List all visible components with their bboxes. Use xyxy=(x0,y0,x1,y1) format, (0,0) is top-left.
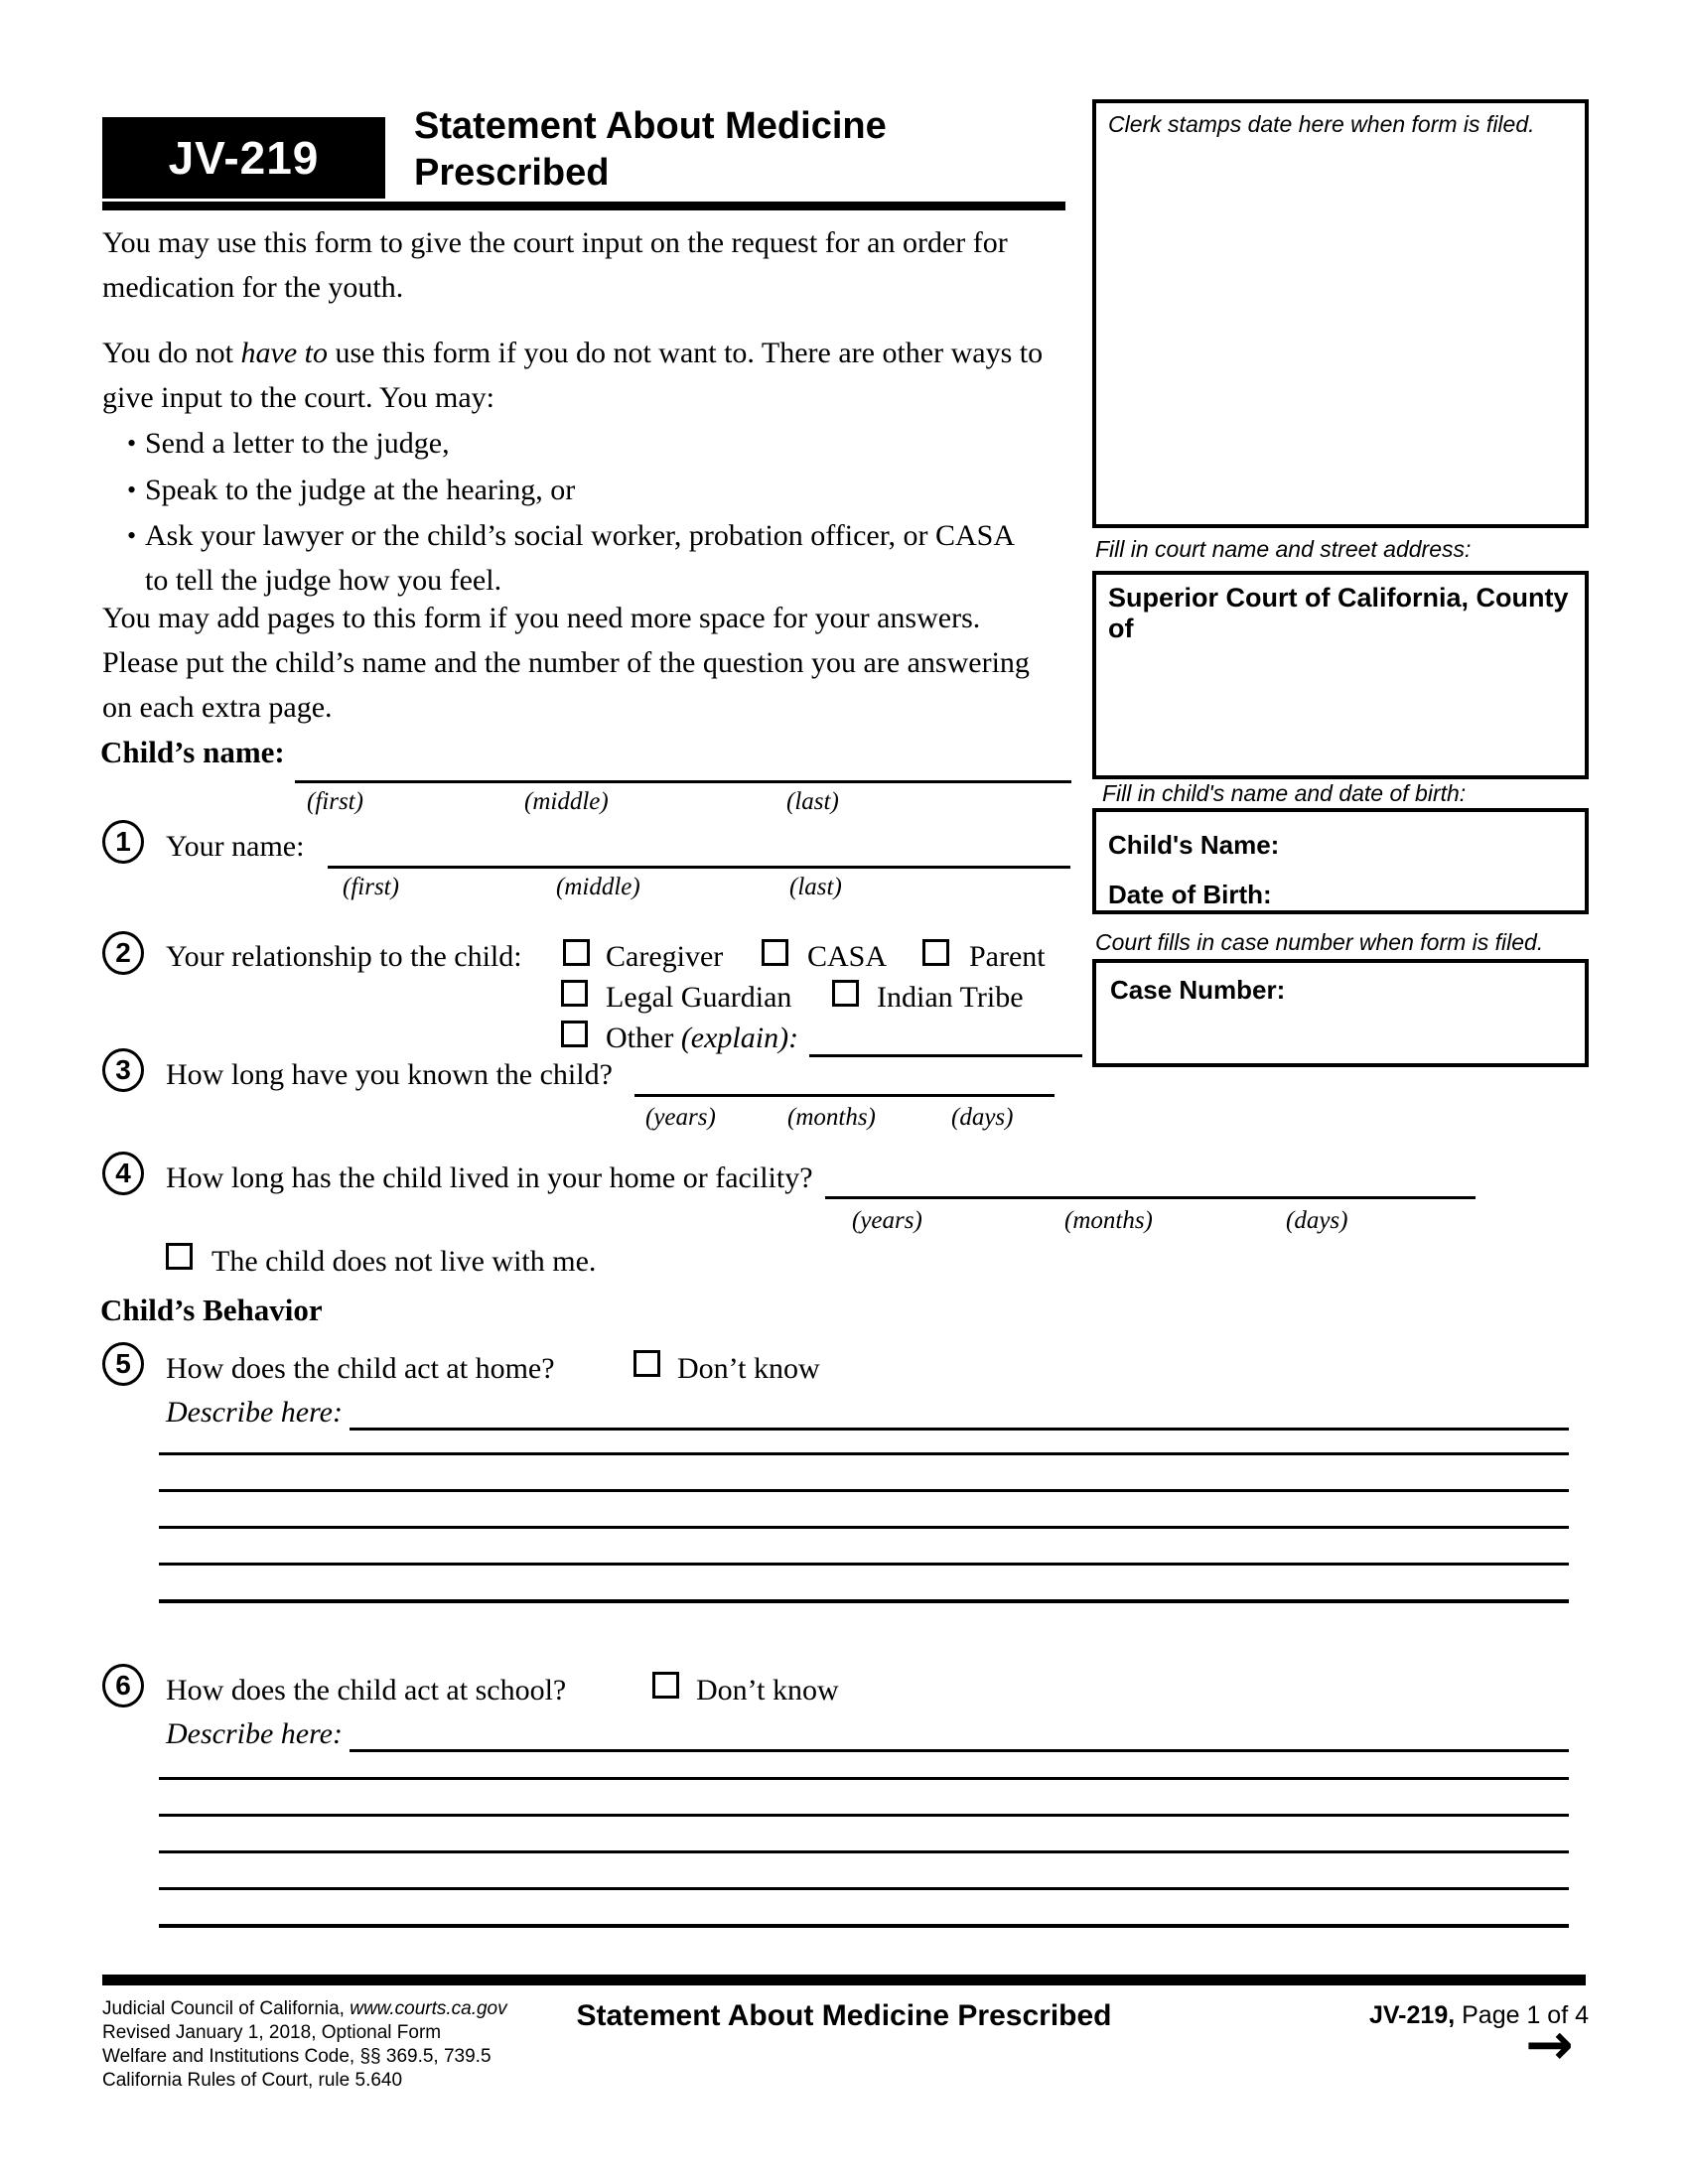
footer-credit-line3: Welfare and Institutions Code, §§ 369.5, 739.5 xyxy=(102,2046,492,2067)
form-number-badge xyxy=(102,117,385,199)
q5-describe-line-1[interactable] xyxy=(350,1428,1569,1431)
child-name-middle-hint: (middle) xyxy=(524,788,609,815)
q5-describe-line-6[interactable] xyxy=(159,1599,1569,1603)
question-6-number xyxy=(102,1664,144,1707)
court-name-label: Superior Court of California, County of xyxy=(1108,583,1569,643)
bullet-item-2 xyxy=(102,468,1046,512)
caregiver-checkbox[interactable] xyxy=(563,939,590,966)
indian-tribe-label: Indian Tribe xyxy=(877,981,1024,1014)
question-1-label: Your name: xyxy=(166,830,305,863)
question-2-digit: 2 xyxy=(115,937,131,968)
court-address-hint: Fill in court name and street address: xyxy=(1095,536,1472,562)
parent-label: Parent xyxy=(969,940,1046,973)
q3-years-hint: (years) xyxy=(645,1104,716,1131)
bullet-icon: • xyxy=(127,521,137,550)
q6-describe-line-4[interactable] xyxy=(159,1850,1569,1853)
not-live-with-me-label: The child does not live with me. xyxy=(211,1245,597,1278)
question-1-digit: 1 xyxy=(115,826,131,857)
intro-paragraph-1: You may use this form to give the court input on the request for an order for medication for the youth. xyxy=(102,226,1008,304)
q5-describe-line-3[interactable] xyxy=(159,1489,1569,1492)
case-number-hint: Court fills in case number when form is filed. xyxy=(1095,929,1544,955)
question-5-digit: 5 xyxy=(115,1348,131,1379)
your-name-input-line[interactable] xyxy=(328,866,1070,869)
q5-describe-line-4[interactable] xyxy=(159,1526,1569,1529)
footer-page-number: Page 1 of 4 xyxy=(1455,2001,1589,2029)
form-title-line2: Prescribed xyxy=(414,152,610,194)
q1-middle-hint: (middle) xyxy=(556,874,640,900)
legal-guardian-label: Legal Guardian xyxy=(606,981,792,1014)
question-2-number xyxy=(102,931,144,975)
question-6-digit: 6 xyxy=(115,1670,131,1701)
question-3-number xyxy=(102,1048,144,1092)
not-live-with-me-checkbox[interactable] xyxy=(166,1243,193,1270)
q5-dont-know-checkbox[interactable] xyxy=(633,1350,660,1377)
intro-paragraph-3: You may add pages to this form if you need more space for your answers. Please put the child’s name and the number of the question you are answering on each extra page. xyxy=(102,602,1030,724)
child-dob-hint: Fill in child's name and date of birth: xyxy=(1102,780,1467,806)
child-name-dob-box[interactable] xyxy=(1092,808,1589,914)
q6-describe-line-1[interactable] xyxy=(350,1749,1569,1752)
child-name-input-line[interactable] xyxy=(295,780,1071,783)
bullet-icon: • xyxy=(127,476,137,504)
box-child-name-label: Child's Name: xyxy=(1108,830,1280,860)
question-1-number xyxy=(102,820,144,864)
footer-form-title: Statement About Medicine Prescribed xyxy=(576,1999,1112,2032)
footer-url-text: www.courts.ca.gov xyxy=(350,1998,507,2019)
question-5-label: How does the child act at home? xyxy=(166,1352,555,1385)
form-title-line1: Statement About Medicine xyxy=(414,105,887,147)
question-3-label: How long have you known the child? xyxy=(166,1058,613,1091)
box-dob-label: Date of Birth: xyxy=(1108,880,1272,909)
indian-tribe-checkbox[interactable] xyxy=(832,980,859,1007)
footer-rule xyxy=(102,1975,1586,1985)
q6-describe-line-3[interactable] xyxy=(159,1814,1569,1817)
q5-dont-know-label: Don’t know xyxy=(677,1352,820,1385)
casa-label: CASA xyxy=(807,940,888,973)
q6-describe-line-6[interactable] xyxy=(159,1924,1569,1928)
clerk-stamp-box[interactable] xyxy=(1092,99,1589,528)
bullet-icon: • xyxy=(127,429,137,458)
question-3-digit: 3 xyxy=(115,1054,131,1085)
parent-checkbox[interactable] xyxy=(922,939,949,966)
question-5-number xyxy=(102,1342,144,1386)
q6-describe-line-2[interactable] xyxy=(159,1777,1569,1780)
other-explain-input-line[interactable] xyxy=(809,1054,1082,1057)
q4-years-hint: (years) xyxy=(852,1207,922,1234)
q3-duration-input-line[interactable] xyxy=(634,1094,1055,1097)
caregiver-label: Caregiver xyxy=(606,940,724,973)
footer-form-number: JV-219, xyxy=(1368,2001,1456,2029)
bullet-item-3 xyxy=(102,513,1055,603)
child-name-last-hint: (last) xyxy=(786,788,839,815)
header-rule xyxy=(102,202,1065,210)
bullet-text-2: Speak to the judge at the hearing, or xyxy=(145,474,576,506)
question-4-label: How long has the child lived in your home or facility? xyxy=(166,1161,813,1194)
next-page-arrow-icon: → xyxy=(1525,2010,1574,2078)
q4-months-hint: (months) xyxy=(1064,1207,1153,1234)
other-label xyxy=(606,1016,798,1060)
case-number-label: Case Number: xyxy=(1110,975,1286,1005)
q5-describe-line-2[interactable] xyxy=(159,1452,1569,1455)
q6-dont-know-label: Don’t know xyxy=(696,1674,839,1706)
footer-credit-line4: California Rules of Court, rule 5.640 xyxy=(102,2070,403,2091)
q1-last-hint: (last) xyxy=(789,874,842,900)
q4-days-hint: (days) xyxy=(1286,1207,1348,1234)
question-4-number xyxy=(102,1152,144,1195)
bullet-item-1 xyxy=(102,421,1046,466)
footer-council-text: Judicial Council of California, xyxy=(102,1998,351,2019)
q5-describe-label: Describe here: xyxy=(166,1396,343,1429)
behavior-section-heading: Child’s Behavior xyxy=(100,1293,323,1327)
other-label-text: Other xyxy=(606,1022,681,1054)
other-explain-text: (explain): xyxy=(680,1022,799,1054)
other-checkbox[interactable] xyxy=(561,1021,588,1047)
question-4-digit: 4 xyxy=(115,1158,131,1188)
q3-months-hint: (months) xyxy=(787,1104,876,1131)
q1-first-hint: (first) xyxy=(343,874,399,900)
intro-paragraph-2 xyxy=(102,331,1085,420)
q6-describe-line-5[interactable] xyxy=(159,1887,1569,1890)
intro-p2-after: use this form if you do not want to. There are other ways to give input to the court. You may: xyxy=(102,337,1044,414)
casa-checkbox[interactable] xyxy=(762,939,788,966)
question-6-label: How does the child act at school? xyxy=(166,1674,567,1706)
child-name-first-hint: (first) xyxy=(307,788,363,815)
q6-describe-label: Describe here: xyxy=(166,1717,343,1750)
q3-days-hint: (days) xyxy=(951,1104,1014,1131)
intro-p2-before: You do not xyxy=(102,337,241,369)
bullet-text-1: Send a letter to the judge, xyxy=(145,427,450,460)
question-2-label: Your relationship to the child: xyxy=(166,940,522,973)
legal-guardian-checkbox[interactable] xyxy=(561,980,588,1007)
case-number-box[interactable] xyxy=(1092,959,1589,1067)
q4-duration-input-line[interactable] xyxy=(825,1196,1476,1199)
intro-p2-italic: have to xyxy=(240,337,328,369)
clerk-stamp-hint: Clerk stamps date here when form is filed. xyxy=(1108,111,1535,137)
q6-dont-know-checkbox[interactable] xyxy=(652,1672,679,1699)
bullet-text-3: Ask your lawyer or the child’s social worker, probation officer, or CASA to tell the judge how you feel. xyxy=(145,519,1014,597)
q5-describe-line-5[interactable] xyxy=(159,1563,1569,1566)
court-name-box[interactable] xyxy=(1092,571,1589,779)
form-title xyxy=(414,103,1089,197)
form-number-text: JV-219 xyxy=(168,132,320,184)
child-name-label: Child’s name: xyxy=(100,735,285,769)
footer-credit-line2: Revised January 1, 2018, Optional Form xyxy=(102,2022,442,2043)
